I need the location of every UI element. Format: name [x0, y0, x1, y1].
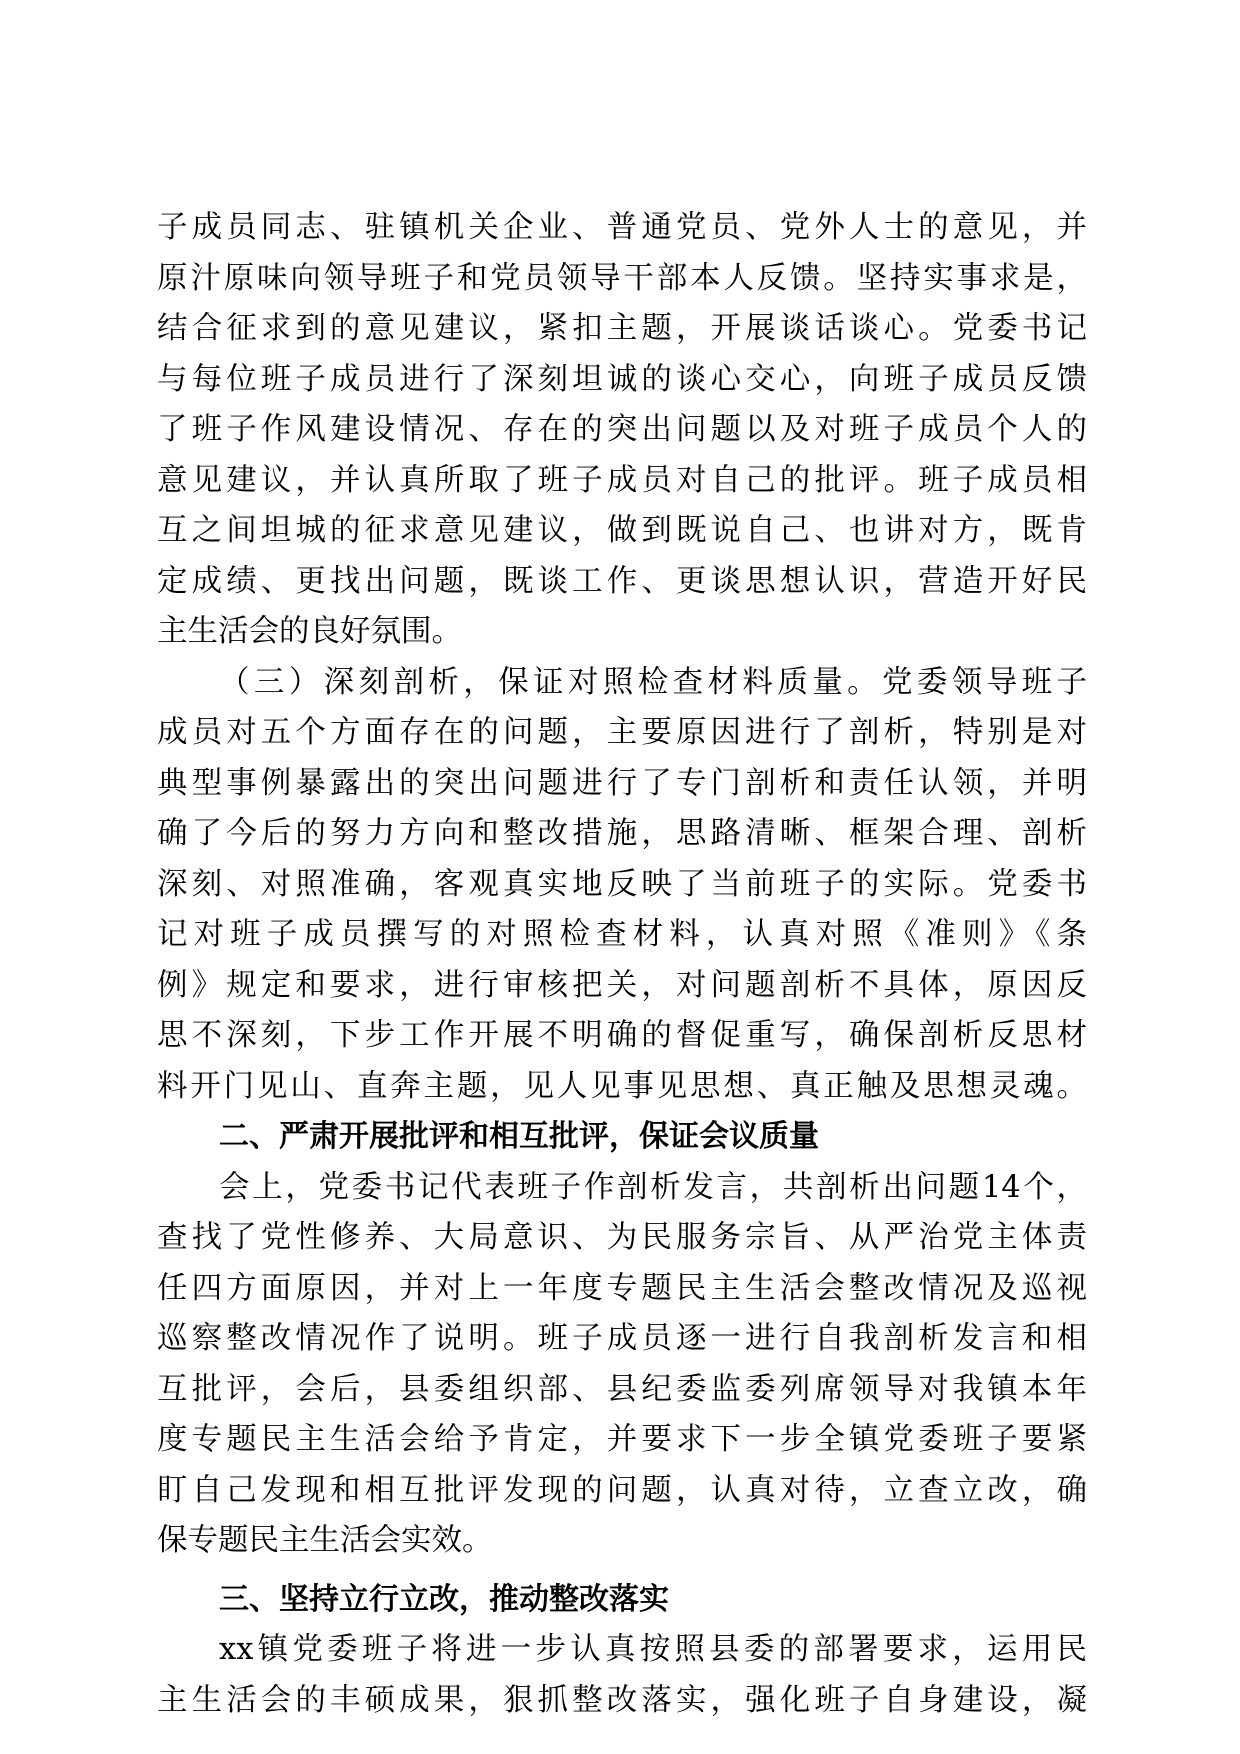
- body-line: 原汁原味向领导班子和党员领导干部本人反馈。坚持实事求是，: [157, 260, 1087, 296]
- body-line: 度专题民主生活会给予肯定，并要求下一步全镇党委班子要紧: [157, 1422, 1087, 1457]
- body-line: 了班子作风建设情况、存在的突出问题以及对班子成员个人的: [157, 412, 1087, 447]
- body-line: 会上，党委书记代表班子作剖析发言，共剖析出问题14个，: [219, 1169, 1087, 1205]
- section-heading-3: 三、坚持立行立改，推动整改落实: [219, 1581, 669, 1617]
- body-line: 任四方面原因，并对上一年度专题民主生活会整改情况及巡视: [157, 1270, 1087, 1306]
- body-line: 查找了党性修养、大局意识、为民服务宗旨、从严治党主体责: [157, 1220, 1087, 1255]
- subsection-heading-line: （三）深刻剖析，保证对照检查材料质量。党委领导班子: [219, 664, 1087, 700]
- section-gap: [157, 1567, 1087, 1575]
- body-line: 结合征求到的意见建议，紧扣主题，开展谈话谈心。党委书记: [157, 311, 1087, 346]
- body-line: 定成绩、更找出问题，既谈工作、更谈思想认识，营造开好民: [157, 563, 1087, 599]
- body-line: 巡察整改情况作了说明。班子成员逐一进行自我剖析发言和相: [157, 1321, 1087, 1356]
- body-line: 意见建议，并认真所取了班子成员对自己的批评。班子成员相: [157, 462, 1087, 498]
- body-line: 思不深刻，下步工作开展不明确的督促重写，确保剖析反思材: [157, 1018, 1087, 1053]
- document-body: [157, 203, 1087, 1726]
- body-line: 例》规定和要求，进行审核把关，对问题剖析不具体，原因反: [157, 967, 1087, 1003]
- body-line: 子成员同志、驻镇机关企业、普通党员、党外人士的意见，并: [157, 210, 1087, 245]
- body-line: 盯自己发现和相互批评发现的问题，认真对待，立查立改，确: [157, 1472, 1087, 1508]
- body-line: 主生活会的丰硕成果，狠抓整改落实，强化班子自身建设，凝: [157, 1682, 1087, 1718]
- body-line: 主生活会的良好氛围。: [157, 614, 462, 649]
- body-line: 成员对五个方面存在的问题，主要原因进行了剖析，特别是对: [157, 715, 1087, 750]
- body-line: 记对班子成员撰写的对照检查材料，认真对照《准则》《条: [157, 917, 1087, 952]
- section-heading-2: 二、严肃开展批评和相互批评，保证会议质量: [219, 1119, 819, 1154]
- body-line: 确了今后的努力方向和整改措施，思路清晰、框架合理、剖析: [157, 816, 1087, 851]
- body-line: 互之间坦城的征求意见建议，做到既说自己、也讲对方，既肯: [157, 513, 1087, 548]
- body-line: 料开门见山、直奔主题，见人见事见思想、真正触及思想灵魂。: [157, 1068, 1087, 1104]
- body-line: 互批评，会后，县委组织部、县纪委监委列席领导对我镇本年: [157, 1371, 1087, 1407]
- body-line: 保专题民主生活会实效。: [157, 1523, 493, 1558]
- body-line: 典型事例暴露出的突出问题进行了专门剖析和责任认领，并明: [157, 765, 1087, 801]
- body-line: xx镇党委班子将进一步认真按照县委的部署要求，运用民: [219, 1632, 1087, 1667]
- body-line: 与每位班子成员进行了深刻坦诚的谈心交心，向班子成员反馈: [157, 361, 1087, 397]
- body-line: 深刻、对照准确，客观真实地反映了当前班子的实际。党委书: [157, 866, 1087, 902]
